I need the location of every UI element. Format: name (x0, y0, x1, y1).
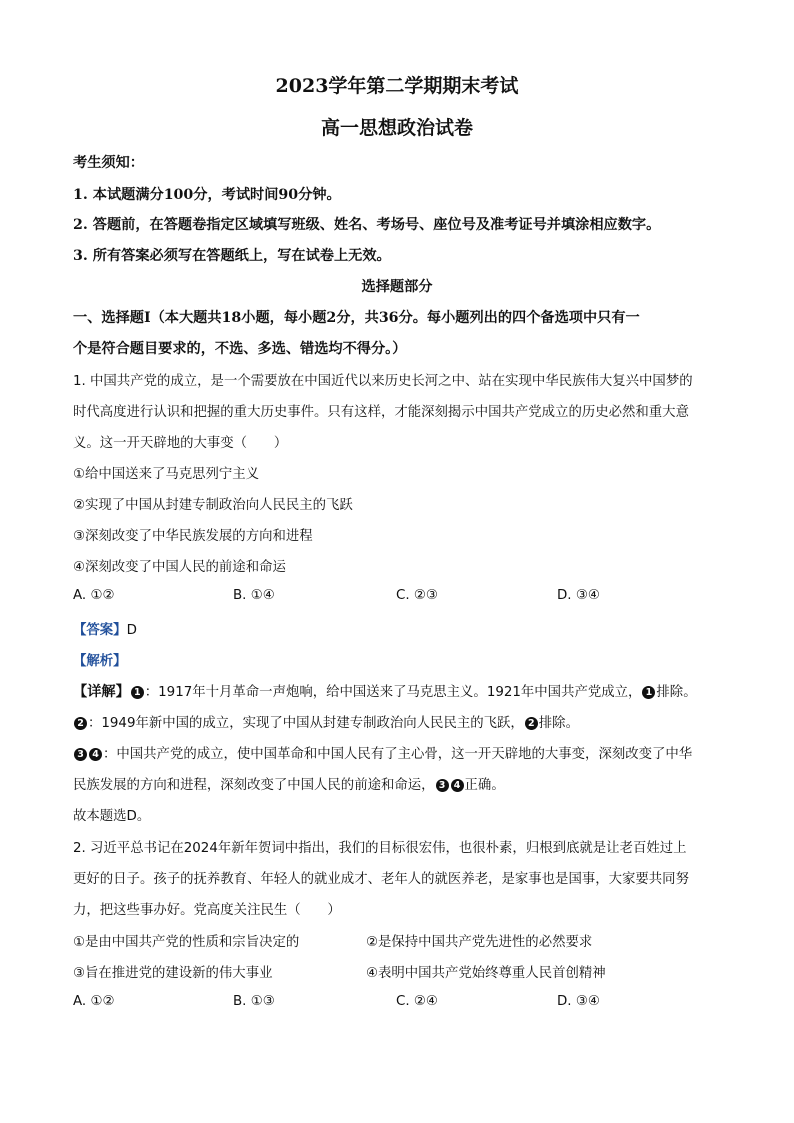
section-instruction: 一、选择题Ⅰ（本大题共18小题，每小题2分，共36分。每小题列出的四个备选项中只有一 (73, 310, 640, 326)
circled-number: 4 (451, 779, 464, 792)
notice-heading: 考生须知： (73, 155, 144, 171)
question-1-statement: ①给中国送来了马克思列宁主义 (73, 467, 260, 482)
question-1-statement: ②实现了中国从封建专制政治向人民民主的飞跃 (73, 498, 353, 513)
question-2-option-b: B. ①③ (233, 994, 275, 1009)
question-2-statement: ①是由中国共产党的性质和宗旨决定的 (73, 935, 300, 950)
question-2-statement: ④表明中国共产党始终尊重人民首创精神 (366, 966, 606, 981)
circled-number: 2 (525, 717, 538, 730)
question-1-option-b: B. ①④ (233, 588, 275, 603)
question-2-option-a: A. ①② (73, 994, 115, 1009)
question-2-stem: 更好的日子。孩子的抚养教育、年轻人的就业成才、老年人的就医养老，是家事也是国事，大家要共同努 (73, 872, 689, 887)
conclusion-line: 故本题选D。 (73, 809, 151, 824)
question-2-option-c: C. ②④ (396, 994, 438, 1009)
question-1-stem: 1. 中国共产党的成立，是一个需要放在中国近代以来历史长河之中、站在实现中华民族伟大复兴中国梦的 (73, 374, 693, 389)
circled-number: 4 (89, 748, 102, 761)
exam-subtitle: 高一思想政治试卷 (320, 117, 473, 139)
question-2-statement: ②是保持中国共产党先进性的必然要求 (366, 935, 593, 950)
notice-item: 2. 答题前，在答题卷指定区域填写班级、姓名、考场号、座位号及准考证号并填涂相应数字。 (73, 217, 661, 233)
analysis-line (73, 650, 127, 669)
question-1-stem: 义。这一开天辟地的大事变（ ） (73, 436, 288, 451)
detail-line: 2 ：1949年新中国的成立，实现了中国从封建专制政治向人民民主的飞跃， 2 排除。 (73, 712, 579, 731)
question-1-statement: ④深刻改变了中国人民的前途和命运 (73, 560, 286, 575)
section-instruction: 个是符合题目要求的，不选、多选、错选均不得分。） (73, 341, 407, 357)
circled-number: 1 (642, 686, 655, 699)
question-2-option-d: D. ③④ (557, 994, 600, 1009)
circled-number: 1 (131, 686, 144, 699)
circled-number: 3 (436, 779, 449, 792)
circled-number: 2 (74, 717, 87, 730)
answer-value: D (126, 623, 137, 638)
notice-item: 3. 所有答案必须写在答题纸上，写在试卷上无效。 (73, 248, 391, 264)
answer-line (73, 619, 137, 638)
detail-line: 【详解】 1 ：1917年十月革命一声炮响，给中国送来了马克思主义。1921年中国共产党成立， 1 排除。 (73, 684, 697, 700)
analysis-tag: 【解析】 (73, 654, 127, 669)
question-1-statement: ③深刻改变了中华民族发展的方向和进程 (73, 529, 313, 544)
notice-item: 1. 本试题满分100分，考试时间90分钟。 (73, 187, 341, 203)
question-2-stem: 力，把这些事办好。党高度关注民生（ ） (73, 903, 341, 918)
question-2-stem: 2. 习近平总书记在2024年新年贺词中指出，我们的目标很宏伟，也很朴素，归根到底就是让老百姓过上 (73, 841, 687, 856)
question-1-option-a: A. ①② (73, 588, 115, 603)
detail-line: 3 4 ：中国共产党的成立，使中国革命和中国人民有了主心骨，这一开天辟地的大事变，深刻改变了中华 (73, 743, 692, 762)
detail-line: 民族发展的方向和进程，深刻改变了中国人民的前途和命运， 3 4 正确。 (73, 778, 505, 793)
section-title: 选择题部分 (361, 279, 433, 295)
answer-tag: 【答案】 (73, 623, 127, 638)
question-1-stem: 时代高度进行认识和把握的重大历史事件。只有这样，才能深刻揭示中国共产党成立的历史必然和重大意 (73, 405, 689, 420)
question-2-statement: ③旨在推进党的建设新的伟大事业 (73, 966, 273, 981)
question-1-option-d: D. ③④ (557, 588, 600, 603)
exam-title: 2023学年第二学期期末考试 (275, 75, 519, 97)
circled-number: 3 (74, 748, 87, 761)
detail-tag: 【详解】 (73, 684, 130, 700)
question-1-option-c: C. ②③ (396, 588, 438, 603)
